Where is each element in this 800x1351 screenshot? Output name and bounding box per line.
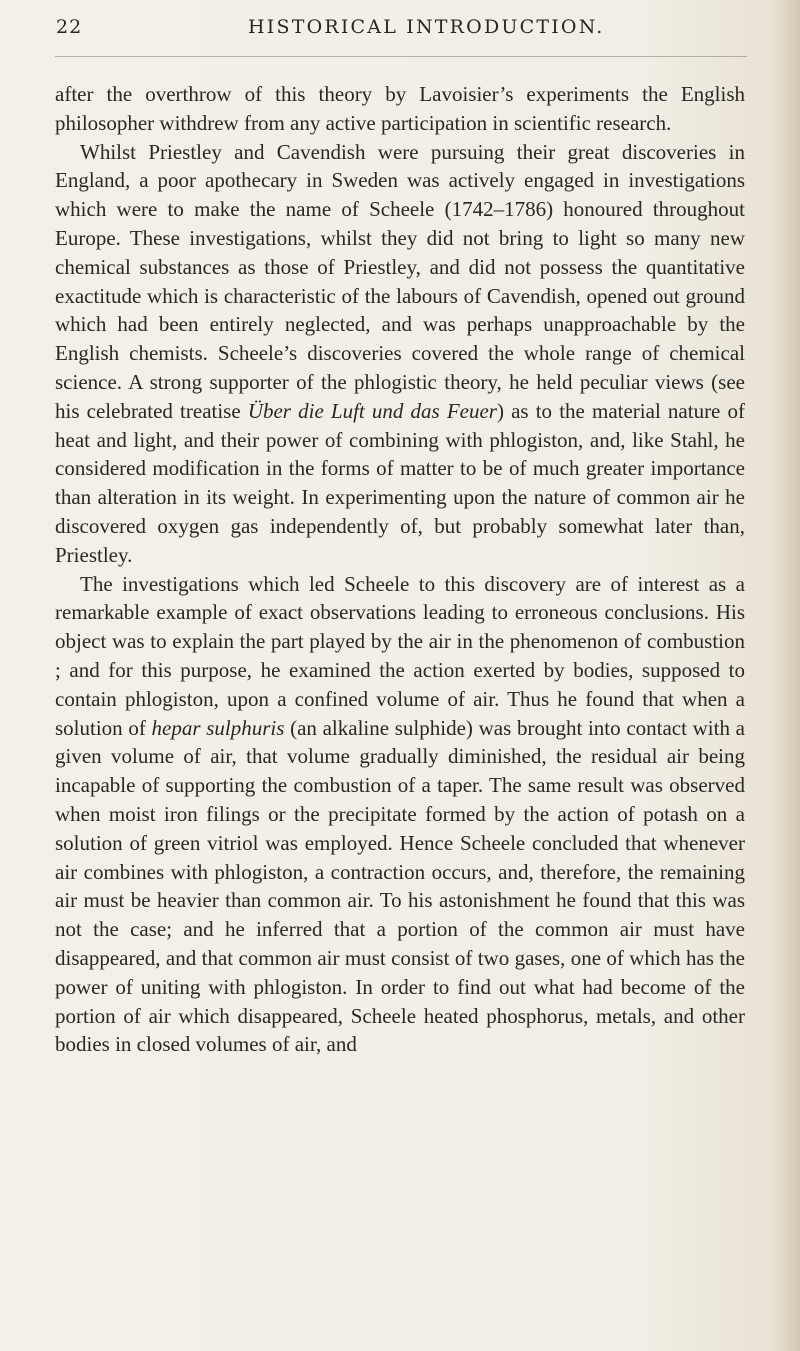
paragraph-text: (an alkaline sulphide) was brought into contact with a given volume of air, that volume gradually diminished, the residual air being incapable of supporting the combustion of a taper. The same result was observed when moist iron filings or the precipitate formed by the action of potash on a solution of green vitriol was employed. Hence Scheele concluded that whenever air combines with phlogiston, a contraction occurs, and, therefore, the remaining air must be heavier than common air. To his astonishment he found that this was not the case; and he inferred that a portion of the common air must have disappeared, and that common air must consist of two gases, one of which has the power of uniting with phlogiston. In order to find out what had become of the portion of air which disappeared, Scheele heated phosphorus, metals, and other bodies in closed volumes of air, and — [55, 715, 745, 1057]
treatise-title: Über die Luft und das Feuer — [247, 398, 497, 423]
page-edge-shadow — [778, 0, 800, 1351]
page-header — [0, 10, 800, 50]
paragraph-text: Whilst Priestley and Cavendish were pursuing their great discoveries in England, a poor apothecary in Sweden was actively engaged in investigations which were to make the name of Scheele (1742–1786) honoured throughout Europe. These investigations, whilst they did not bring to light so many new chemical substances as those of Priestley, and did not possess the quantitative exactitude which is characteristic of the labours of Cavendish, opened out ground which had been entirely neglected, and was perhaps unapproachable by the English chemists. Scheele’s discoveries covered the whole range of chemical science. A strong supporter of the phlogistic theory, he held peculiar views (see his celebrated treatise — [55, 139, 745, 423]
paragraph-text: ) as to the material nature of heat and light, and their power of combining with phlogiston, and, like Stahl, he considered modification in the forms of matter to be of much greater importance than alteration in its weight. In experimenting upon the nature of common air he discovered oxygen gas independently of, but probably somewhat later than, Priestley. — [55, 398, 746, 567]
page-number: 22 — [56, 16, 83, 38]
body-text — [55, 80, 745, 1059]
paragraph-scheele-intro — [55, 138, 745, 570]
paragraph-continuation — [55, 80, 745, 138]
running-title: HISTORICAL INTRODUCTION. — [248, 16, 605, 38]
paragraph-text: after the overthrow of this theory by Lavoisier’s experiments the English philosopher withdrew from any active participation in scientific research. — [55, 82, 745, 135]
header-rule — [55, 56, 747, 57]
paragraph-text: The investigations which led Scheele to this discovery are of interest as a remarkable example of exact observations leading to erroneous conclusions. His object was to explain the part played by the air in the phenomenon of combustion ; and for this purpose, he examined the action exerted by bodies, supposed to contain phlogiston, upon a confined volume of air. Thus he found that when a solution of — [55, 571, 745, 740]
paragraph-scheele-investigations — [55, 570, 745, 1060]
latin-term: hepar sulphuris — [151, 715, 285, 740]
